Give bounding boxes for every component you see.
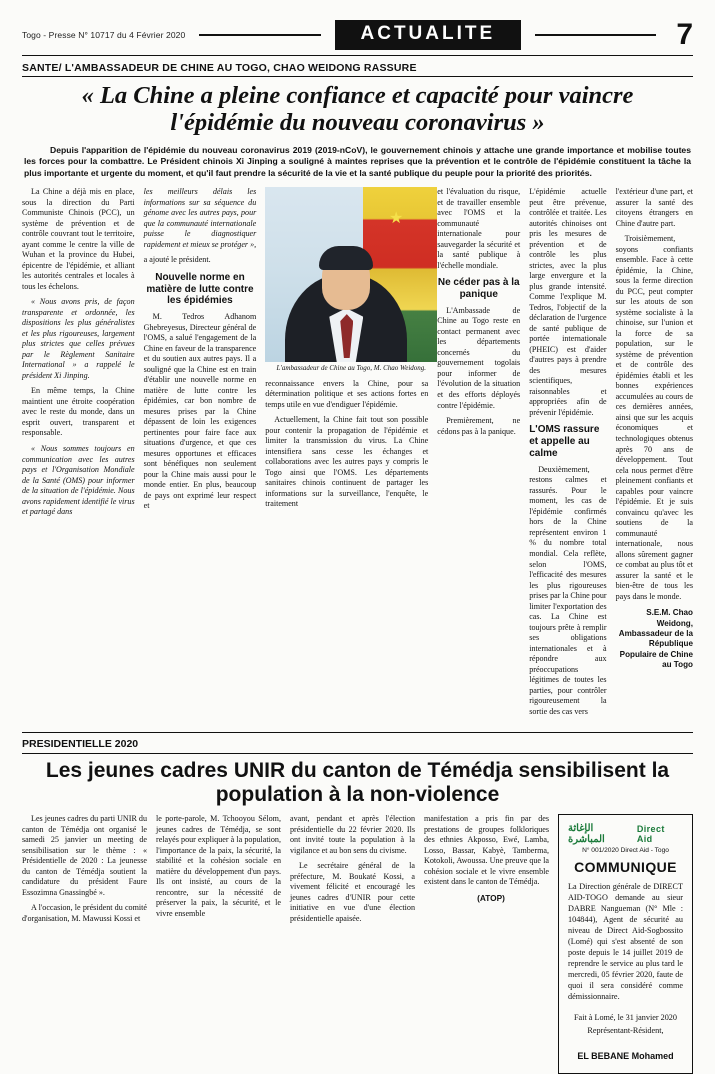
- paragraph: L'Ambassade de Chine au Togo reste en contact permanent avec les départements concernés du gouvernement togolais pour informer de l'évolution de la situation et des efforts déployés contre l'épidémie.: [437, 305, 521, 410]
- masthead-rule-right: [535, 34, 656, 36]
- paragraph: Le secrétaire général de la préfecture, M. Boukaté Kossi, a vivement félicité et encouragé les jeunes cadres d'UNIR pour cette initiative en vue d'une élection présidentielle apaisée.: [290, 861, 415, 923]
- article2-col-2: [156, 814, 281, 1074]
- paragraph: manifestation a pris fin par des prestations de groupes folkloriques des ethnies Akposso, Ewé, Lamba, Losso, Bassar, Kabyè, Tamberma, Kotokoli, Awoussa. Une preuve que la cohésion sociale et le vivre ensemble existent dans le canton de Témédja.: [424, 814, 549, 887]
- masthead-rule-left: [199, 34, 320, 36]
- article1-col-3: [265, 187, 428, 722]
- article1-chapeau: [24, 145, 691, 179]
- article2-columns: [22, 814, 549, 1074]
- communique-body: [568, 882, 683, 1003]
- article1-kicker: SANTE/ L'AMBASSADEUR DE CHINE AU TOGO, CHAO WEIDONG RASSURE: [22, 62, 417, 74]
- article1-headline: « La Chine a pleine confiance et capacité pour vaincre l'épidémie du nouveau coronavirus »: [81, 82, 634, 137]
- arabic-logo-text: الإغاثة المباشرة: [568, 823, 605, 846]
- person-figure: [285, 224, 407, 362]
- communique-title: COMMUNIQUE: [574, 859, 677, 876]
- article1-columns: [22, 187, 693, 722]
- article2-divider: [22, 732, 693, 733]
- photo-caption: L'ambassadeur de Chine au Togo, M. Chao Weidong.: [276, 364, 427, 373]
- paragraph: Troisièmement, soyons confiants ensemble. Face à cette épidémie, la Chine, sous la ferme direction du PCC, peut compter sur les atouts de son système socialiste à la chinoise, sur l'union et la force de sa population, sur le système de prévention et de contrôle des épidémies établi et les bonnes expériences accumulées au cours de ces dernières années, ainsi que sur les acquis économiques et technologiques obtenus après 70 ans de développement. Tout cela nous permet d'être pleinement confiants et capables pour vaincre l'épidémie. Et je suis convaincu qu'avec les soutiens de la communauté internationale, nous allons sûrement gagner ce combat au plus tôt et assurer la santé et le bien-être de tous les pays dans le monde.: [615, 234, 693, 601]
- paragraph: le porte-parole, M. Tchooyou Sélom, jeunes cadres de Témédja, se sont relayés pour expliquer à la population, l'importance de la paix, la sécurité, la stabilité et la cohésion sociale en matière du développement d'un pays. Ils ont insisté, au cours de la rencontre, sur la nécessité de préserver la paix, la sécurité, et le vivre ensemble: [156, 814, 281, 918]
- hair: [319, 246, 373, 270]
- article1-subhead-1: Nouvelle norme en matière de lutte contre les épidémies: [146, 271, 254, 307]
- logo-subtitle: N° 001/2020 Direct Aid - Togo: [582, 847, 669, 855]
- masthead: [22, 18, 693, 52]
- logo-mark: [568, 823, 683, 845]
- paragraph: a ajouté le président.: [143, 255, 211, 265]
- ambassador-photo: [265, 187, 437, 362]
- paragraph: Deuxièmement, restons calmes et rassurés. Pour le moment, les cas de l'épidémie confirmés hors de la Chine représentent environ 1 % du nombre total mondial. Cela reflète, selon l'OMS, l'efficacité des mesures les plus rigoureuses prises par la Chine pour limiter l'exportation des cas. La Chine est toujours prête à remplir ses obligations internationales et à répondre aux préoccupations légitimes de toutes les parties, pour contrôler rigoureusement la sortie des cas vers: [529, 464, 607, 716]
- communique-role: Représentant-Résident,: [587, 1026, 664, 1036]
- paragraph: La Chine a déjà mis en place, sous la direction du Parti Communiste Chinois (PCC), un système de prévention et de contrôle couvrant tout le territoire, ayant comme le centre la ville de Wuhan et la province du Hubei, épicentre de l'épidémie, et alliant les autorités centrales et locales à tous les échelons.: [22, 187, 135, 291]
- paragraph: En même temps, la Chine maintient une étroite coopération avec le reste du monde, dans un esprit ouvert, transparent et responsable.: [22, 386, 135, 438]
- communique-date: Fait à Lomé, le 31 janvier 2020: [574, 1013, 677, 1023]
- paragraph: Actuellement, la Chine fait tout son possible pour contenir la propagation de l'épidémie et limiter la transmission du virus. La Chine intensifiera sans cesse les échanges et collaborations avec les autres pays y compris le Togo ainsi que l'OMS. Les départements sanitaires chinois continuent de partager les informations sur la surveillance, l'enquête, le traitement: [265, 415, 429, 509]
- paragraph: « Nous sommes toujours en communication avec les autres pays et l'Organisation Mondiale de la Santé (OMS) pour informer de la situation de l'épidémie. Nous avons rapidement identifié le virus et partagé dans: [22, 444, 135, 517]
- page-number: 7: [676, 18, 694, 51]
- article1-col-4: [437, 187, 520, 722]
- logo-text: Direct Aid: [636, 824, 665, 845]
- direct-aid-logo: [568, 823, 683, 854]
- star-icon: ★: [388, 210, 404, 228]
- article2-headline: Les jeunes cadres UNIR du canton de Témédja sensibilisent la population à la non-violence: [45, 759, 670, 806]
- issue-info: Togo - Presse N° 10717 du 4 Février 2020: [22, 30, 186, 40]
- article2-kicker-rule: [22, 753, 693, 754]
- section-banner: ACTUALITE: [335, 20, 522, 50]
- paragraph: M. Tedros Adhanom Ghebreyesus, Directeur général de l'OMS, a salué l'engagement de la Chine en faveur de la transparence et du soutien aux autres pays. Il a souligné que la Chine est en train d'établir une nouvelle norme en matière de lutte contre les épidémies, car bon nombre de mesures prises par la Chine dépassent de loin les exigences pertinentes pour faire face aux situations d'urgence, et que ces mesures opportunes et efficaces sont bénéfiques non seulement pour la Chine mais aussi pour le monde entier. En plus, beaucoup de pays ont exprimé leur respect et: [143, 312, 257, 511]
- communique-signatory: EL BEBANE Mohamed: [577, 1051, 674, 1062]
- article1-kicker-rule: [22, 76, 693, 77]
- article1-chapeau-text: Depuis l'apparition de l'épidémie du nouveau coronavirus 2019 (2019-nCoV), le gouvernement chinois y attache une grande importance et mobilise toutes les forces pour la combattre. Le Président chinois Xi Jinping a souligné à maintes reprises que la prévention et le contrôle de l'épidémie constituent la tâche la plus importante et urgente du moment, et qu'il faut prendre la sécurité de la vie et la santé publique du peuple pour la priorité des priorités.: [24, 144, 691, 178]
- paragraph: reconnaissance envers la Chine, pour sa détermination politique et ses actions fortes en temps utile en vue d'endiguer l'épidémie.: [265, 378, 429, 409]
- article1-col-6: [616, 187, 693, 722]
- paragraph: l'extérieur d'une part, et assurer la santé des citoyens étrangers en Chine d'autre part.: [615, 187, 693, 228]
- article2-lower-section: [22, 814, 693, 1074]
- article2-col-1: [22, 814, 147, 1074]
- paragraph: les meilleurs délais les informations sur sa séquence du génome avec les autres pays, pour que la communauté internationale puisse le diagnostiquer rapidement et mieux se protéger »,: [143, 187, 257, 249]
- article2-kicker: PRESIDENTIELLE 2020: [22, 738, 139, 751]
- article1-col-5: [529, 187, 606, 722]
- article2-col-3: [290, 814, 415, 1074]
- article1-col-2: [144, 187, 257, 722]
- article1-subhead-2: Ne céder pas à la panique: [437, 277, 520, 301]
- article1-signature: S.E.M. Chao Weidong, Ambassadeur de la République Populaire de Chine au Togo: [618, 608, 693, 670]
- paragraph: L'épidémie actuelle peut être prévenue, contrôlée et traitée. Les autorités chinoises ont pris les mesures de prévention et de contrôle les plus strictes, avec la plus large envergure et la plus grande intensité. Comme l'explique M. Tedros, l'objectif de la déclaration de l'urgence de santé publique de portée internationale (PHEIC) est d'aider d'autres pays à prendre des mesures scientifiques, raisonnables et appropriées afin de prévenir l'épidémie.: [529, 187, 607, 417]
- paragraph: et l'évaluation du risque, et de travailler ensemble avec l'OMS et la communauté internationale pour sauvegarder la sécurité et la santé publique à l'échelle mondiale.: [437, 187, 521, 270]
- article1-col-1: [22, 187, 135, 722]
- masthead-divider: [22, 55, 693, 56]
- communique-box: [558, 814, 693, 1074]
- article2-col-4: [424, 814, 549, 1074]
- article2-source: (ATOP): [477, 892, 505, 903]
- paragraph: La Direction générale de DIRECT AID-TOGO demande au sieur DABRE Nangueman (N° Mle : 104844), Agent de sécurité au niveau de Direct Aid-Sogbossito (Lomé) qui s'est absenté de son poste depuis le 14 juillet 2019 de reprendre le service au plus tard le mercredi, 05 février 2020, faute de quoi il sera considéré comme démissionnaire.: [568, 882, 683, 1002]
- paragraph: Les jeunes cadres du parti UNIR du canton de Témédja ont organisé le samedi 25 janvier un meeting de sensibilisation sur le thème : « Présidentielle de 2020 : La jeunesse du canton de Témédja soutient la candidature du président Faure Essozimna Gnassingbé ».: [22, 814, 147, 897]
- article1-subhead-3: L'OMS rassure et appelle au calme: [529, 424, 600, 460]
- paragraph: A l'occasion, le président du comité d'organisation, M. Mawussi Kossi et: [22, 903, 147, 923]
- paragraph: Premièrement, ne cédons pas à la panique.: [437, 416, 521, 436]
- article1-photo-block: [265, 187, 437, 372]
- paragraph: « Nous avons pris, de façon transparente et ordonnée, les dispositions les plus généralistes et les plus rigoureuses, largement plus strictes que celles prévues par le Règlement Sanitaire International » a rappelé le président Xi Jinping.: [22, 297, 135, 380]
- paragraph: avant, pendant et après l'élection présidentielle du 22 février 2020. Ils ont invité toute la population à la vigilance et au bon sens du civisme.: [290, 814, 415, 855]
